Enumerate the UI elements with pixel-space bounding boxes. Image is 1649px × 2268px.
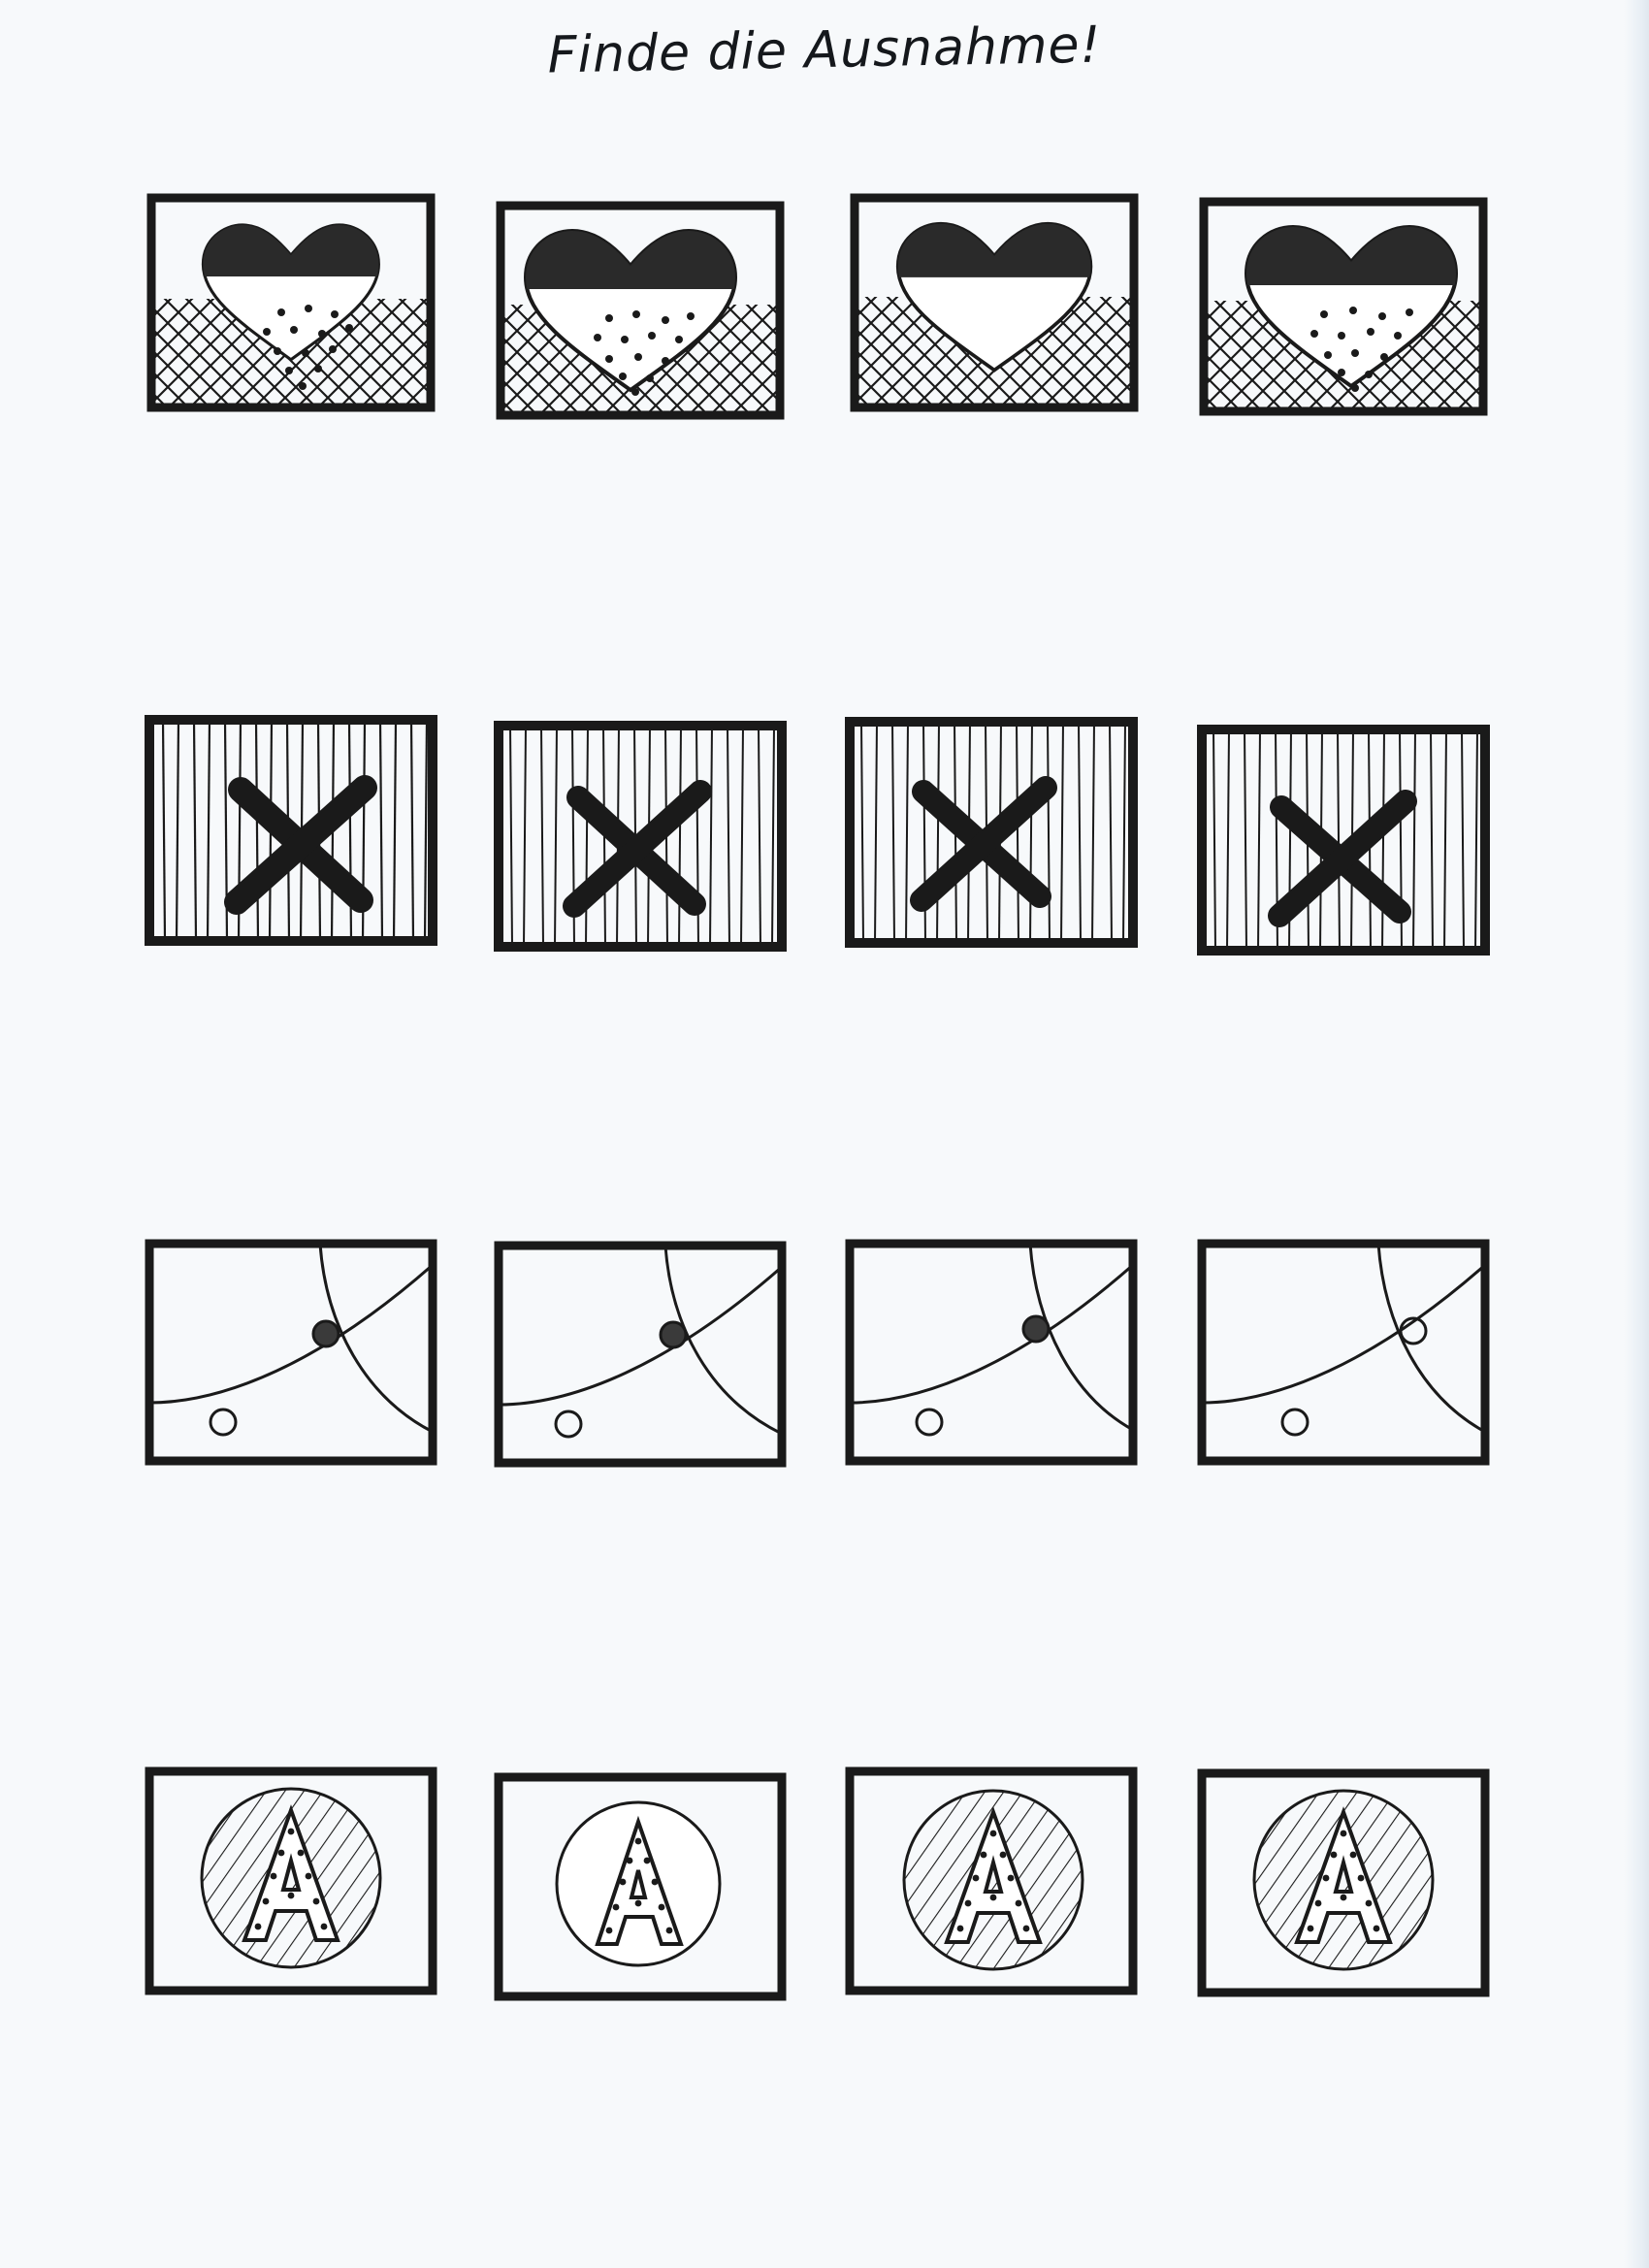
puzzle-row-curves [136, 1232, 1552, 1717]
page-title: Finde die Ausnahme! [547, 16, 1102, 85]
puzzle-cell-letter-a-2[interactable] [485, 1766, 795, 2008]
puzzle-cell-curves-1[interactable] [136, 1232, 446, 1474]
puzzle-cell-crosses-2[interactable] [485, 714, 795, 961]
puzzle-row-crosses [136, 708, 1552, 1193]
puzzle-cell-crosses-1[interactable] [136, 708, 446, 956]
puzzle-grid [136, 184, 1552, 2245]
puzzle-cell-hearts-1[interactable] [136, 184, 446, 422]
puzzle-cell-hearts-2[interactable] [485, 192, 795, 430]
puzzle-cell-letter-a-4[interactable] [1188, 1762, 1499, 2004]
puzzle-row-hearts [136, 184, 1552, 669]
puzzle-cell-hearts-4[interactable] [1188, 188, 1499, 426]
puzzle-cell-crosses-3[interactable] [836, 710, 1147, 957]
puzzle-cell-curves-3[interactable] [836, 1232, 1147, 1474]
puzzle-cell-curves-2[interactable] [485, 1234, 795, 1476]
puzzle-cell-letter-a-1[interactable] [136, 1760, 446, 2002]
puzzle-cell-curves-4[interactable] [1188, 1232, 1499, 1474]
puzzle-cell-crosses-4[interactable] [1188, 718, 1499, 965]
puzzle-cell-hearts-3[interactable] [839, 184, 1149, 422]
puzzle-row-letter-a [136, 1760, 1552, 2245]
puzzle-cell-letter-a-3[interactable] [836, 1760, 1147, 2002]
